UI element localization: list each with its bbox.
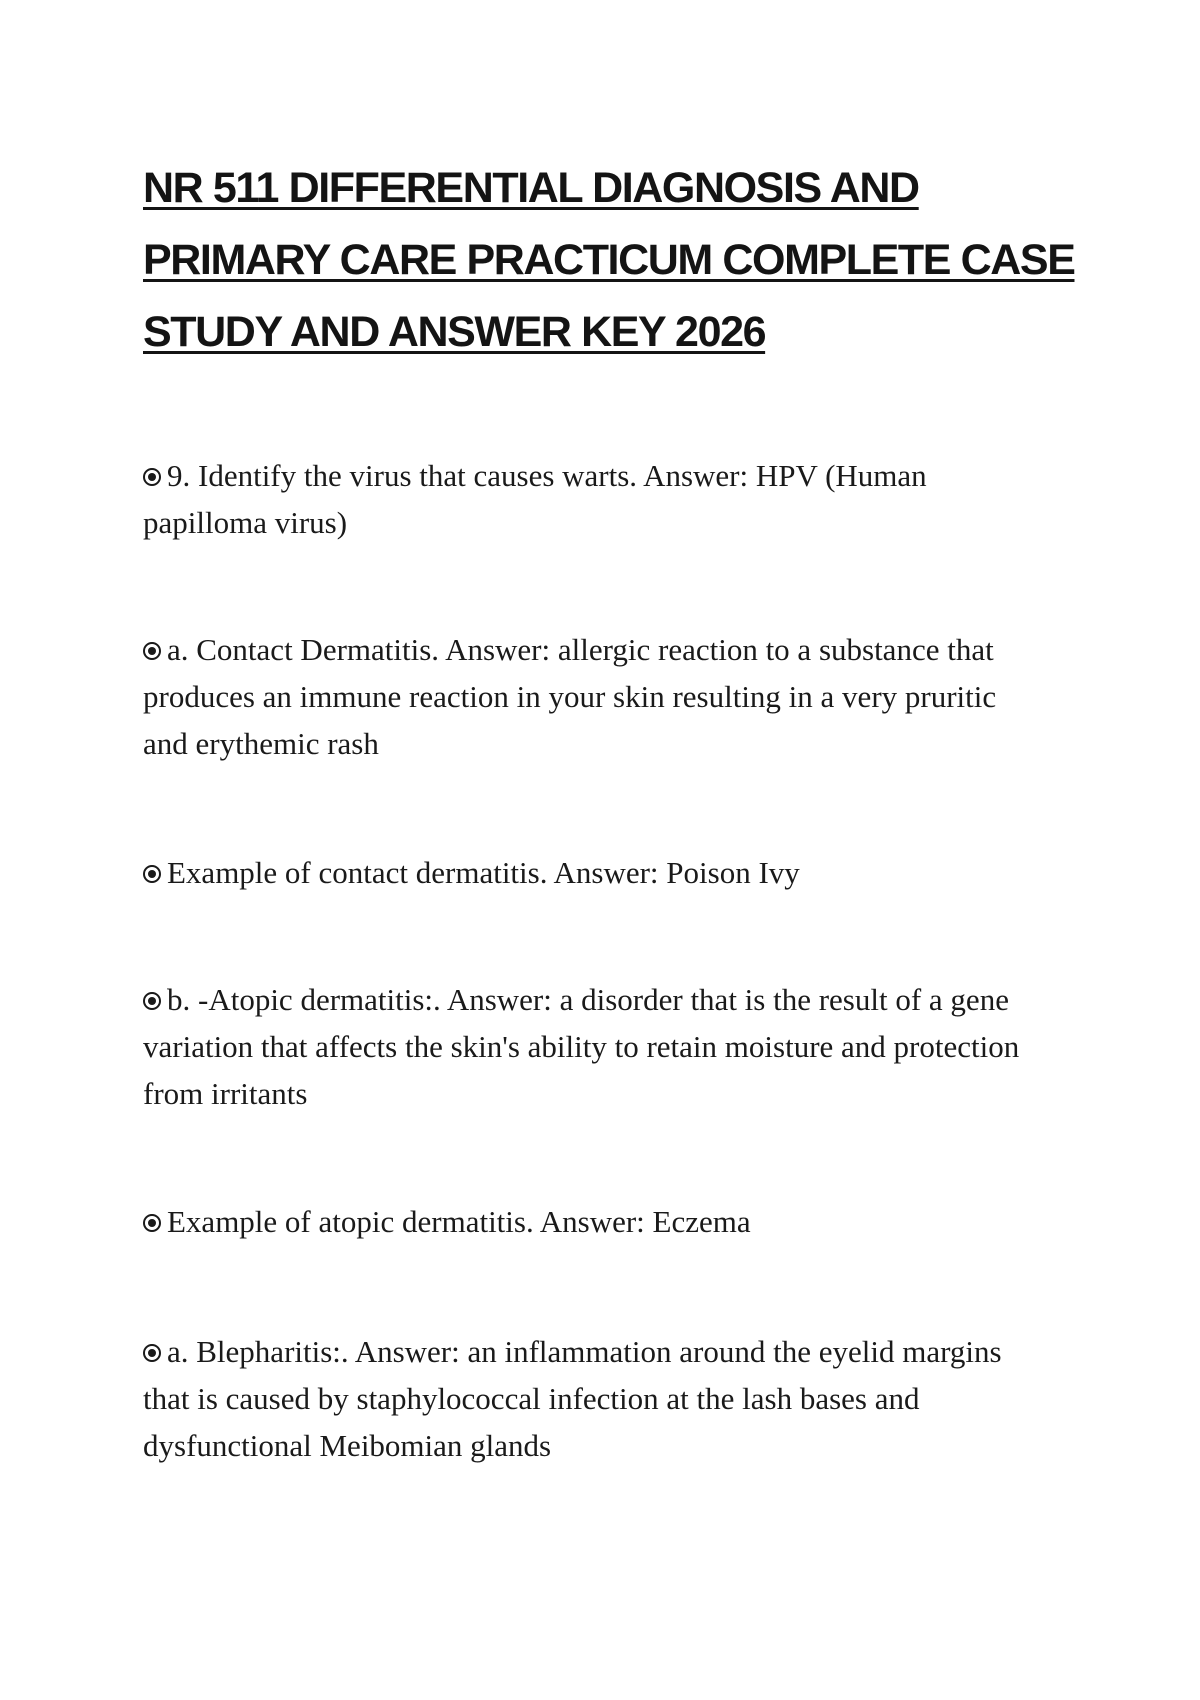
- qa-text: 9. Identify the virus that causes warts. Answer: HPV (Human papilloma virus): [143, 458, 927, 540]
- radio-bullet-icon: [143, 1344, 161, 1362]
- qa-text: a. Blepharitis:. Answer: an inflammation around the eyelid margins that is caused by staphylococcal infection at the lash bases and dysfunctional Meibomian glands: [143, 1334, 1002, 1463]
- radio-bullet-icon: [143, 642, 161, 660]
- title-line-3: STUDY AND ANSWER KEY 2026: [143, 308, 766, 356]
- qa-item-contact-dermatitis-example: [143, 849, 1043, 896]
- qa-item-warts: [143, 452, 1043, 546]
- qa-text: b. -Atopic dermatitis:. Answer: a disorder that is the result of a gene variation that affects the skin's ability to retain moisture and protection from irritants: [143, 982, 1020, 1111]
- qa-item-atopic-dermatitis-example: [143, 1198, 1043, 1245]
- radio-bullet-icon: [143, 992, 161, 1010]
- document-title: [143, 152, 1083, 368]
- qa-item-blepharitis: [143, 1328, 1043, 1469]
- qa-text: Example of atopic dermatitis. Answer: Eczema: [167, 1204, 751, 1239]
- qa-text: Example of contact dermatitis. Answer: Poison Ivy: [167, 855, 800, 890]
- qa-item-contact-dermatitis: [143, 626, 1043, 767]
- title-line-2: PRIMARY CARE PRACTICUM COMPLETE CASE: [143, 236, 1075, 284]
- radio-bullet-icon: [143, 468, 161, 486]
- qa-text: a. Contact Dermatitis. Answer: allergic reaction to a substance that produces an immune reaction in your skin resulting in a very pruritic and erythemic rash: [143, 632, 997, 761]
- title-line-1: NR 511 DIFFERENTIAL DIAGNOSIS AND: [143, 164, 919, 212]
- radio-bullet-icon: [143, 1214, 161, 1232]
- radio-bullet-icon: [143, 865, 161, 883]
- qa-item-atopic-dermatitis: [143, 976, 1043, 1117]
